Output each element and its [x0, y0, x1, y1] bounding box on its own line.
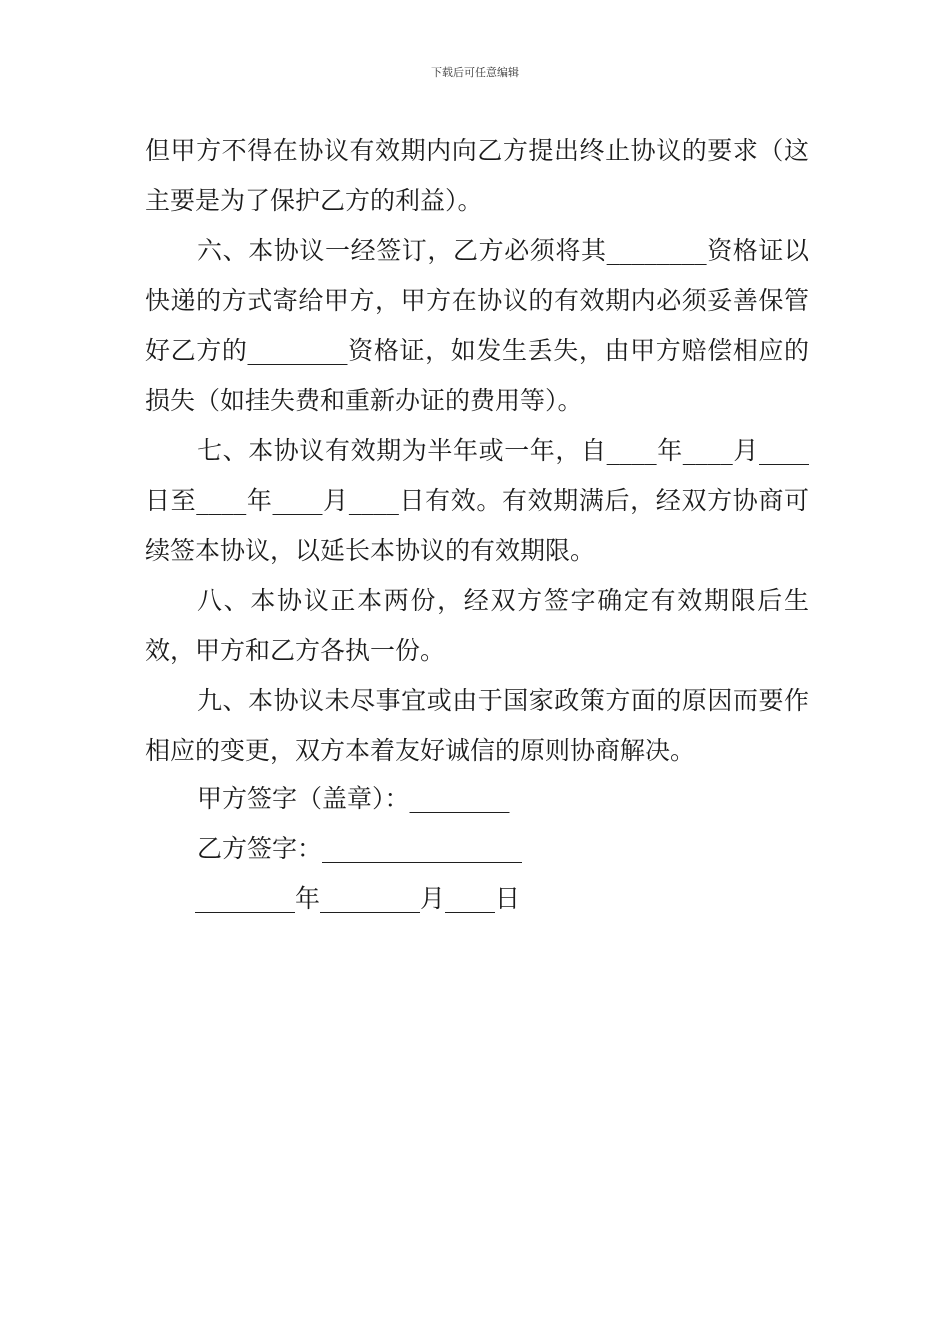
paragraph-clause-7: 七、本协议有效期为半年或一年，自____年____月____日至____年____月____日有效。有效期满后，经双方协商可续签本协议，以延长本协议的有效期限。: [145, 436, 809, 565]
party-a-signature-line: 甲方签字（盖章）：________: [197, 784, 510, 813]
paragraph-clause-9: 九、本协议未尽事宜或由于国家政策方面的原因而要作相应的变更，双方本着友好诚信的原则协商解决。: [145, 686, 809, 765]
party-b-signature-line: 乙方签字：________________: [197, 834, 523, 863]
paragraph-continued: 但甲方不得在协议有效期内向乙方提出终止协议的要求（这主要是为了保护乙方的利益）。: [145, 136, 809, 215]
page-header: 下载后可任意编辑: [431, 66, 519, 79]
paragraph-clause-6: 六、本协议一经签订，乙方必须将其________资格证以快递的方式寄给甲方，甲方在协议的有效期内必须妥善保管好乙方的________资格证，如发生丢失，由甲方赔偿相应的损失（如挂失费和重新办证的费用等）。: [145, 236, 809, 415]
paragraph-clause-8: 八、本协议正本两份，经双方签字确定有效期限后生效，甲方和乙方各执一份。: [145, 586, 809, 665]
signature-date-line: ________年________月____日: [195, 884, 521, 913]
agreement-body: [145, 126, 809, 776]
